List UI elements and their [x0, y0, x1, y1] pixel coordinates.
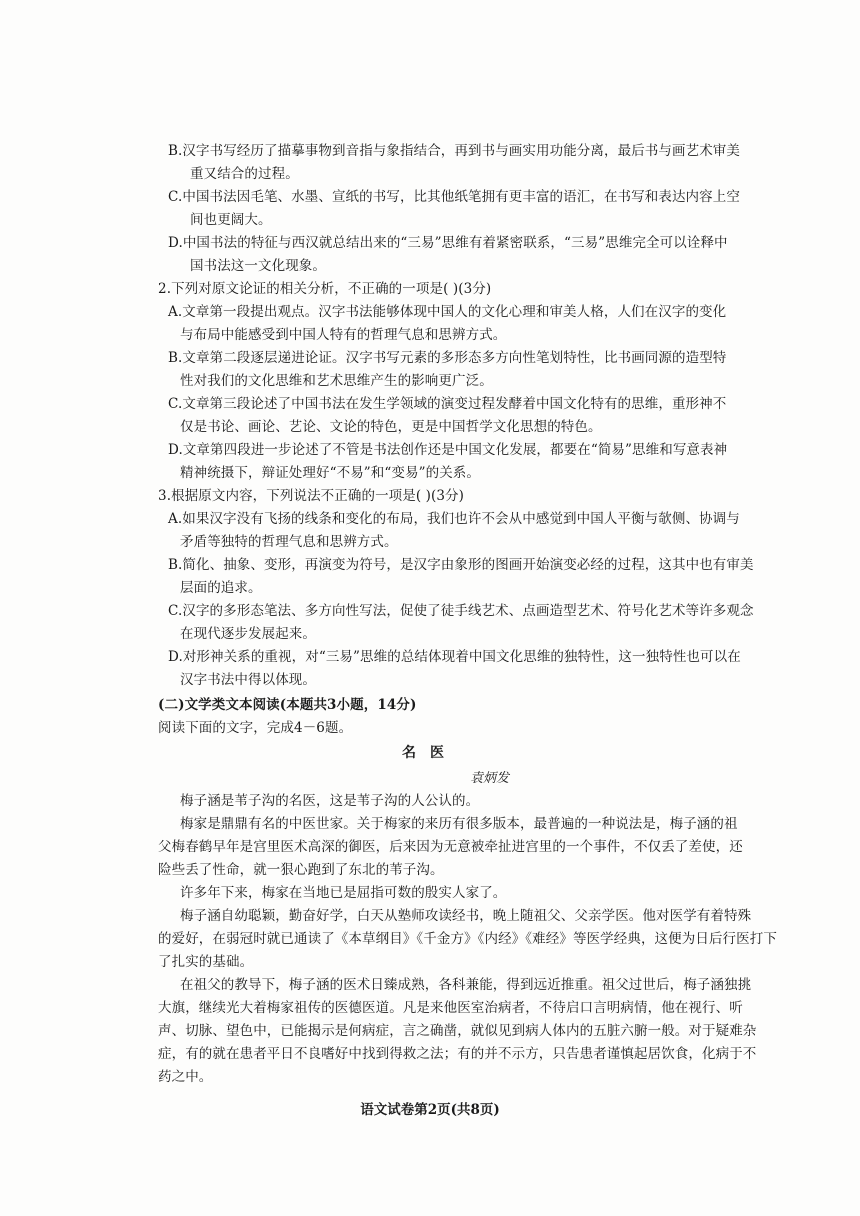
story-body	[158, 790, 777, 1089]
q2-option-d-line2: 精神统摄下，辩证处理好“不易”和“变易”的关系。	[180, 465, 481, 481]
q3-stem: 3.根据原文内容，下列说法不正确的一项是( )(3分)	[158, 488, 465, 504]
q2-option-d-line1: D.文章第四段进一步论述了不管是书法创作还是中国文化发展，都要在“简易”思维和写意表神	[168, 442, 728, 458]
story-paragraph-3: 许多年下来，梅家在当地已是屈指可数的殷实人家了。	[180, 885, 507, 901]
q3-option-c-line2: 在现代逐步发展起来。	[180, 626, 316, 642]
story-paragraph-1: 梅子涵是苇子沟的名医，这是苇子沟的人公认的。	[180, 793, 480, 809]
q2-option-c-line1: C.文章第三段论述了中国书法在发生学领域的演变过程发酵着中国文化特有的思维，重形神不	[168, 396, 727, 412]
story-title: 名医	[402, 745, 458, 761]
q3-option-a-line2: 矛盾等独特的哲理气息和思辨方式。	[180, 534, 398, 550]
q2-option-b-line2: 性对我们的文化思维和艺术思维产生的影响更广泛。	[180, 373, 493, 389]
q2-option-b-line1: B.文章第二段逐层递进论证。汉字书写元素的多形态多方向性笔划特性，比书画同源的造型特	[168, 350, 727, 366]
q3-option-d-line2: 汉字书法中得以体现。	[180, 672, 316, 688]
story-paragraph-5-line5: 药之中。	[158, 1069, 213, 1085]
q1-options	[168, 140, 768, 278]
q2-option-a-line1: A.文章第一段提出观点。汉字书法能够体现中国人的文化心理和审美人格，人们在汉字的变化	[168, 304, 727, 320]
q1-option-b-line2: 重又结合的过程。	[190, 166, 299, 182]
q1-option-c-line1: C.中国书法因毛笔、水墨、宣纸的书写，比其他纸笔拥有更丰富的语汇，在书写和表达内容上空	[168, 189, 740, 205]
q3-option-c-line1: C.汉字的多形态笔法、多方向性写法，促使了徒手线艺术、点画造型艺术、符号化艺术等许多观念	[168, 603, 754, 619]
q3-option-a-line1: A.如果汉字没有飞扬的线条和变化的布局，我们也许不会从中感觉到中国人平衡与欹侧、协调与	[168, 511, 740, 527]
story-paragraph-5-line3: 声、切脉、望色中，已能揭示是何病症，言之确凿，就似见到病人体内的五脏六腑一般。对于疑难杂	[158, 1023, 757, 1039]
page-footer: 语文试卷第2页(共8页)	[360, 1102, 500, 1118]
story-paragraph-5-line2: 大旗，继续光大着梅家祖传的医德医道。凡是来他医室治病者，不待启口言明病情，他在视行、听	[158, 1000, 743, 1016]
story-paragraph-4-line1: 梅子涵自幼聪颖，勤奋好学，白天从塾师攻读经书，晚上随祖父、父亲学医。他对医学有着特殊	[180, 908, 752, 924]
story-paragraph-5-line4: 症，有的就在患者平日不良嗜好中找到得救之法；有的并不示方，只告患者谨慎起居饮食，化病于不	[158, 1046, 757, 1062]
section-2-heading: (二)文学类文本阅读(本题共3小题，14分)	[158, 697, 417, 713]
question-3	[158, 485, 758, 692]
q3-option-b-line2: 层面的追求。	[180, 580, 262, 596]
q1-option-c-line2: 间也更阔大。	[190, 212, 272, 228]
q2-option-c-line2: 仅是书论、画论、艺论、文论的特色，更是中国哲学文化思想的特色。	[180, 419, 602, 435]
q3-option-b-line1: B.简化、抽象、变形，再演变为符号，是汉字由象形的图画开始演变必经的过程，这其中也有审美	[168, 557, 754, 573]
story-paragraph-2-line1: 梅家是鼎鼎有名的中医世家。关于梅家的来历有很多版本，最普遍的一种说法是，梅子涵的祖	[180, 816, 738, 832]
q1-option-d-line1: D.中国书法的特征与西汉就总结出来的“三易”思维有着紧密联系，“三易”思维完全可以诠释中	[168, 235, 728, 251]
story-paragraph-5-line1: 在祖父的教导下，梅子涵的医术日臻成熟，各科兼能，得到远近推重。祖父过世后，梅子涵独挑	[180, 977, 752, 993]
q1-option-b-line1: B.汉字书写经历了描摹事物到音指与象指结合，再到书与画实用功能分离，最后书与画艺术审美	[168, 143, 741, 159]
q3-option-d-line1: D.对形神关系的重视，对“三易”思维的总结体现着中国文化思维的独特性，这一独特性也可以在	[168, 649, 741, 665]
q2-stem: 2.下列对原文论证的相关分析，不正确的一项是( )(3分)	[158, 281, 492, 297]
question-2	[158, 278, 758, 485]
q2-option-a-line2: 与布局中能感受到中国人特有的哲理气息和思辨方式。	[180, 327, 507, 343]
story-paragraph-4-line2: 的爱好，在弱冠时就已通读了《本草纲目》《千金方》《内经》《难经》等医学经典，这便为日后行医打下	[158, 931, 777, 947]
story-paragraph-2-line2: 父梅春鹤早年是宫里医术高深的御医，后来因为无意被牵扯进宫里的一个事件，不仅丢了差使，还	[158, 839, 743, 855]
story-paragraph-4-line3: 了扎实的基础。	[158, 954, 254, 970]
story-author: 袁炳发	[470, 771, 510, 786]
section-2-instruction: 阅读下面的文字，完成4－6题。	[158, 720, 353, 736]
q1-option-d-line2: 国书法这一文化现象。	[190, 258, 326, 274]
section-2-header	[158, 694, 758, 740]
story-paragraph-2-line3: 险些丢了性命，就一狠心跑到了东北的苇子沟。	[158, 862, 444, 878]
